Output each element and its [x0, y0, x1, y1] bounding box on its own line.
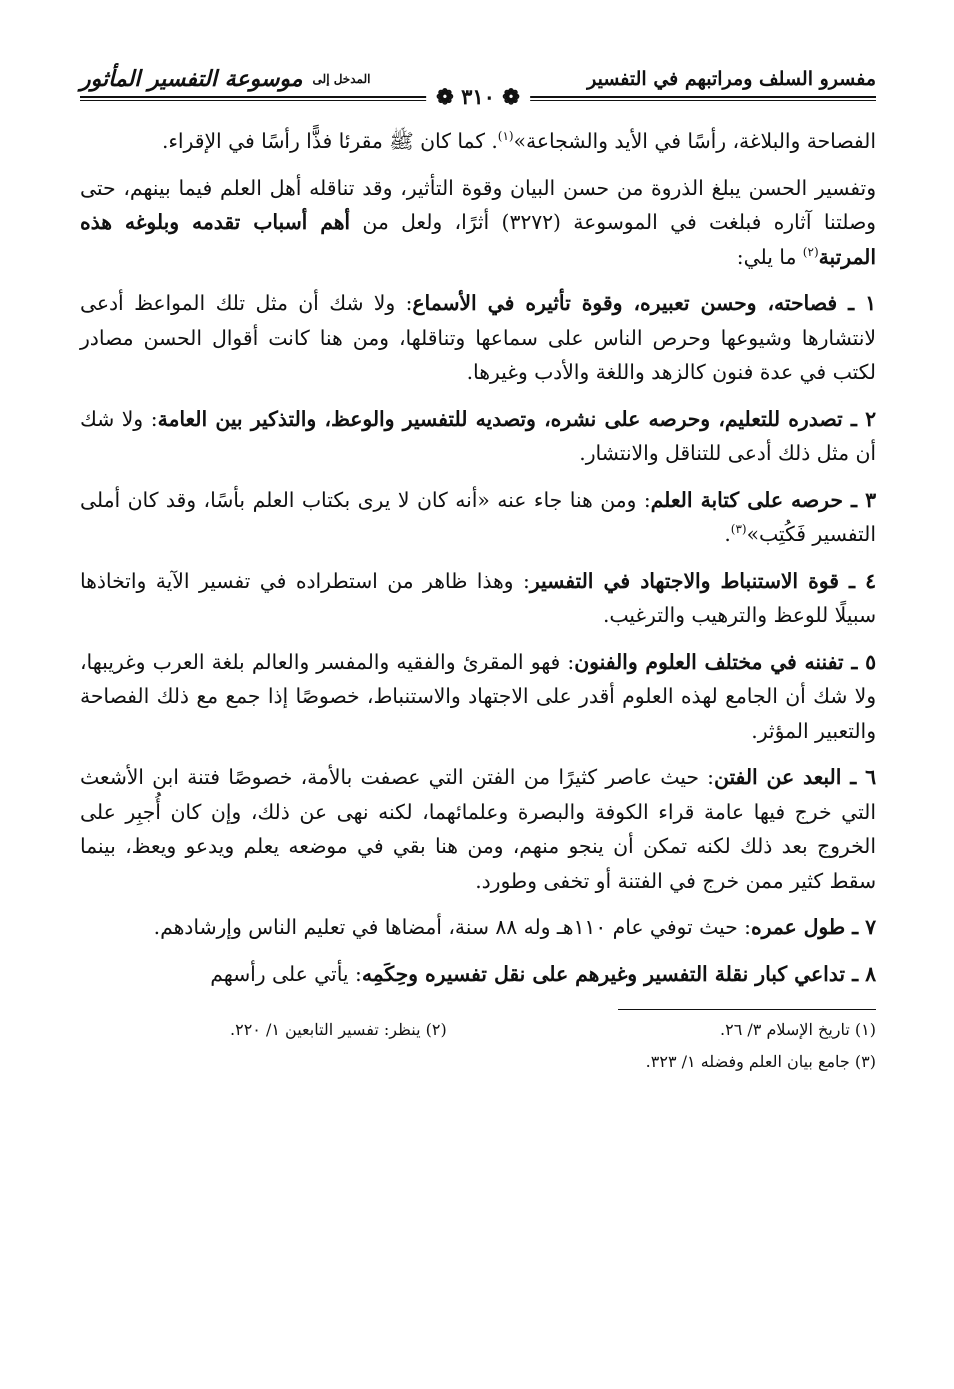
item-heading: ٢ ـ تصدره للتعليم، وحرصه على نشره، وتصديه للتفسير والوعظ، والتذكير بين العامة [157, 406, 876, 431]
page-number-value: ٣١٠ [461, 84, 495, 109]
footnote-separator [618, 1009, 876, 1010]
item-text: : ولا شك أن مثل ذلك أدعى للتناقل والانتشار. [80, 406, 876, 465]
footnote-3: (٣) جامع بيان العلم وفضله ١/ ٣٢٣. [645, 1052, 876, 1071]
body-text [80, 124, 876, 991]
item-heading: ٦ ـ البعد عن الفتن [714, 765, 876, 789]
series-prefix: المدخل إلى [312, 72, 371, 86]
footnote-1: (١) تاريخ الإسلام ٣/ ٢٦. [720, 1020, 876, 1039]
list-item-4 [80, 564, 876, 633]
list-item-6 [80, 760, 876, 898]
list-item-1 [80, 286, 876, 390]
item-text: : فهو المقرئ والفقيه والمفسر والعالم بلغة العرب وغريبها، ولا شك أن الجامع لهذه العلوم أقدر على الاجتهاد والاستنباط، خصوصًا إذا جمع مع ذلك الفصاحة والتعبير المؤثر. [80, 649, 876, 743]
footnote-ref-3: (٣) [730, 522, 747, 537]
series-title: موسوعة التفسير المأثور [80, 66, 303, 92]
item-text: : ولا شك أن مثل تلك المواعظ أدعى لانتشارها وشيوعها وحرص الناس على سماعها وتناقلها، ومن هنا كانت أقوال الحسن مصادر لكتب في عدة فنون كالزهد واللغة والأدب وغيرها. [80, 291, 876, 384]
footnote-row [80, 1014, 876, 1046]
footnote-row [80, 1046, 876, 1078]
text: وتفسير الحسن يبلغ الذروة من حسن البيان وقوة التأثير، وقد تناقله أهل العلم فيما بينهم، حتى وصلتنا آثاره فبلغت في الموسوعة (٣٢٧٢) أثرًا، ولعل من [80, 175, 876, 234]
page-number: ❁ ٣١٠ ❁ [426, 84, 530, 109]
series-logo [80, 66, 370, 92]
item-heading: ١ ـ فصاحته، وحسن تعبيره، وقوة تأثيره في الأسماع [412, 291, 876, 315]
bold-phrase: أهم أسباب تقدمه وبلوغه هذه المرتبة [80, 210, 876, 269]
list-item-5 [80, 645, 876, 749]
footnote-ref-2: (٢) [802, 244, 819, 259]
footnotes [80, 1014, 876, 1078]
text: الفصاحة والبلاغة، رأسًا في الأيد والشجاعة» [513, 129, 876, 153]
item-heading: ٥ ـ تفننه في مختلف العلوم والفنون [574, 649, 876, 674]
text: ما يلي: [736, 244, 803, 269]
list-item-7 [80, 910, 876, 945]
item-text: : ومن هنا جاء عنه «أنه كان لا يرى بكتاب العلم بأسًا، وقد كان أملى التفسير فَكُتِب» [80, 487, 876, 546]
paragraph-continuation [80, 124, 876, 159]
item-text: : حيث عاصر كثيرًا من الفتن التي عصفت بالأمة، خصوصًا فتنة ابن الأشعث التي خرج فيها عامة قراء الكوفة والبصرة وعلمائهما، لكنه نهى عن ذلك، وإن كان أُجبِر على الخروج بعد ذلك لكنه تمكن أن ينجو منهم، ومن هنا بقي في موضعه يعلم ويدعو ويعظ، بينما سقط كثير ممن خرج في الفتنة أو تخفى وطورد. [80, 765, 876, 893]
paragraph-intro [80, 171, 876, 275]
list-item-8 [80, 957, 876, 992]
item-heading: ٧ ـ طول عمره [750, 915, 876, 939]
item-heading: ٤ ـ قوة الاستنباط والاجتهاد في التفسير [529, 568, 876, 593]
item-heading: ٨ ـ تداعي كبار نقلة التفسير وغيرهم على نقل تفسيره وحِكَمِه [361, 961, 876, 986]
chapter-title: مفسرو السلف ومراتبهم في التفسير [587, 68, 876, 90]
text: . [724, 522, 731, 546]
item-text: : حيث توفي عام ١١٠هـ وله ٨٨ سنة، أمضاها في تعليم الناس وإرشادهم. [153, 915, 751, 939]
list-item-2 [80, 402, 876, 471]
footnote-2: (٢) ينظر: تفسير التابعين ١/ ٢٢٠. [230, 1020, 447, 1039]
item-text: : يأتي على رأسهم [210, 961, 362, 986]
text: . كما كان ﷺ مقرئا فذًّا رأسًا في الإقراء. [161, 129, 498, 153]
item-text: : وهذا ظاهر من استطراده في تفسير الآية واتخاذها سبيلًا للوعظ والترهيب والترغيب. [80, 568, 876, 627]
footnote-ref-1: (١) [497, 129, 514, 144]
page-header [80, 62, 876, 118]
list-item-3 [80, 483, 876, 552]
item-heading: ٣ ـ حرصه على كتابة العلم [650, 487, 876, 512]
